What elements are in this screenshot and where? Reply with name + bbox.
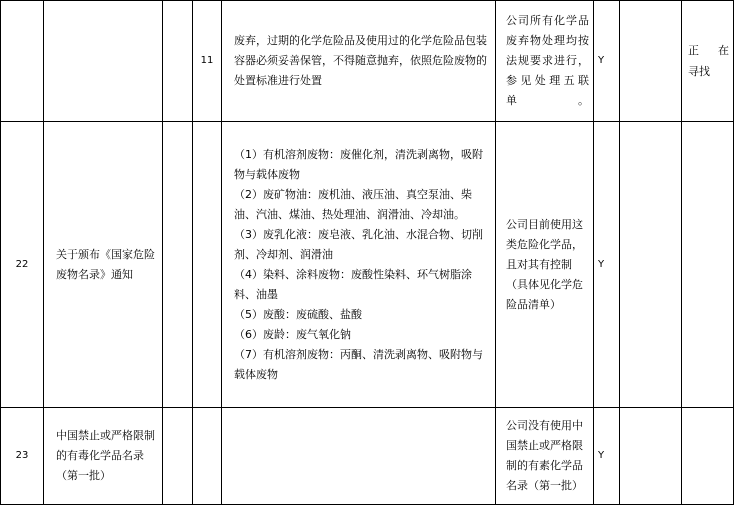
remark [682, 408, 734, 505]
compliance-flag: Y [594, 1, 620, 122]
requirement-text [222, 408, 496, 505]
requirement-line: 废弃，过期的化学危险品及使用过的化学危险品包装容器必须妥善保管，不得随意抛弃，依照危险废物的处置标准进行处置 [234, 34, 487, 87]
requirement-line: （6）废龄：废气氧化钠 [234, 327, 351, 341]
compliance-status [496, 122, 594, 408]
table-row [1, 408, 734, 505]
requirement-text [222, 122, 496, 408]
remark [682, 122, 734, 408]
compliance-text: 公司所有化学品废弃物处理均按法规要求进行，参见处理五联单。 [506, 14, 589, 107]
remark [682, 1, 734, 122]
regulation-name [44, 1, 163, 122]
clause-number [193, 408, 222, 505]
remark-line: 寻找 [688, 65, 710, 78]
compliance-text: 公司目前使用这类危险化学品，且对其有控制（具体见化学危险品清单） [506, 217, 583, 311]
requirement-line: （3）废乳化液：废皂液、乳化油、水混合物、切削剂、冷却剂、润滑油 [234, 227, 483, 261]
empty-cell [620, 1, 682, 122]
table-row [1, 1, 734, 122]
remark-line: 正 在 [688, 44, 729, 57]
row-number: 23 [1, 408, 44, 505]
empty-cell [163, 1, 193, 122]
compliance-status [496, 408, 594, 505]
empty-cell [163, 122, 193, 408]
requirement-text [222, 1, 496, 122]
regulation-name: 中国禁止或严格限制的有毒化学品名录（第一批） [44, 408, 163, 505]
compliance-flag: Y [594, 122, 620, 408]
compliance-flag: Y [594, 408, 620, 505]
row-number: 22 [1, 122, 44, 408]
empty-cell [163, 408, 193, 505]
compliance-text: 公司没有使用中国禁止或严格限制的有素化学品名录（第一批） [506, 419, 583, 492]
row-number [1, 1, 44, 122]
requirement-line: （2）废矿物油：废机油、液压油、真空泵油、柴油、汽油、煤油、热处理油、润滑油、冷却油。 [234, 187, 472, 221]
empty-cell [620, 408, 682, 505]
requirement-line: （1）有机溶剂废物：废催化剂，清洗剥离物，吸附物与载体废物 [234, 147, 483, 181]
table-row [1, 122, 734, 408]
clause-number [193, 122, 222, 408]
compliance-status [496, 1, 594, 122]
requirement-line: （5）废酸：废硫酸、盐酸 [234, 307, 362, 321]
clause-number: 11 [193, 1, 222, 122]
requirement-line: （7）有机溶剂废物：丙酮、清洗剥离物、吸附物与载体废物 [234, 347, 483, 381]
requirement-line: （4）染料、涂料废物：废酸性染料、环气树脂涂料、油墨 [234, 267, 472, 301]
empty-cell [620, 122, 682, 408]
regulation-name: 关于颁布《国家危险废物名录》通知 [44, 122, 163, 408]
